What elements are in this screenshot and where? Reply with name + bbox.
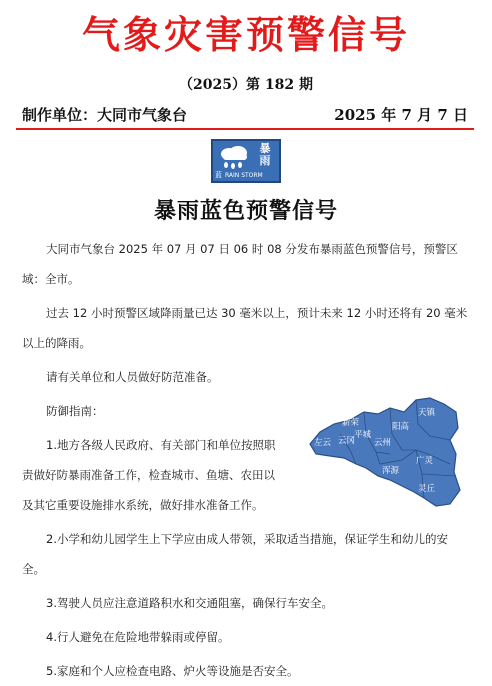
- map-label-yanggao: 阳高: [392, 422, 410, 432]
- paragraph-forecast: 过去 12 小时预警区域降雨量已达 30 毫米以上，预计未来 12 小时还将有 20 毫米以上的降雨。: [22, 306, 468, 350]
- issue-number: （2025）第 182 期: [179, 77, 313, 93]
- map-label-zuoyun: 左云: [314, 438, 332, 448]
- datong-map-shape: [306, 394, 462, 514]
- rainstorm-badge-icon: [211, 139, 281, 183]
- map-label-tianzhen: 天镇: [418, 408, 436, 418]
- paragraph-guide-heading: 防御指南：: [46, 404, 104, 418]
- map-outline: [310, 398, 460, 506]
- masthead-title: 气象灾害预警信号: [81, 12, 410, 57]
- map-label-yungang: 云冈: [338, 436, 356, 446]
- guideline-2: 2.小学和幼儿园学生上下学应由成人带领，采取适当措施，保证学生和幼儿的安全。: [22, 532, 448, 576]
- header-divider: [16, 128, 474, 130]
- meta-row: [22, 104, 468, 125]
- badge-caption: [215, 171, 277, 180]
- map-label-pingcheng: 平城: [354, 430, 372, 440]
- guideline-3: 3.驾驶人员应注意道路积水和交通阻塞，确保行车安全。: [46, 596, 333, 610]
- signal-title: 暴雨蓝色预警信号: [153, 199, 338, 224]
- map-label-guangling: 广灵: [416, 456, 434, 466]
- rainstorm-cloud-icon: [217, 144, 251, 172]
- issuing-unit: 制作单位：大同市气象台: [22, 106, 188, 124]
- guideline-4: 4.行人避免在危险地带躲雨或停留。: [46, 630, 230, 644]
- paragraph-prepare: 请有关单位和人员做好防范准备。: [46, 370, 219, 384]
- badge-level: 蓝: [215, 171, 222, 179]
- map-label-xinrong: 新荣: [342, 418, 360, 428]
- guideline-5: 5.家庭和个人应检查电路、炉火等设施是否安全。: [46, 664, 299, 678]
- map-label-hunyuan: 浑源: [382, 466, 400, 476]
- badge-label: 暴雨: [259, 142, 271, 167]
- guideline-1: 1.地方各级人民政府、有关部门和单位按照职责做好防暴雨准备工作，检查城市、鱼塘、农田以及其它重要设施排水系统，做好排水准备工作。: [22, 438, 276, 512]
- map-label-lingqiu: 灵丘: [418, 484, 436, 494]
- region-map: [306, 394, 462, 514]
- paragraph-release: 大同市气象台 2025 年 07 月 07 日 06 时 08 分发布暴雨蓝色预警信号，预警区域：全市。: [22, 242, 458, 286]
- badge-english: RAIN STORM: [225, 172, 263, 179]
- map-label-yunzhou: 云州: [374, 438, 392, 448]
- issue-date: 2025 年 7 月 7 日: [334, 106, 468, 124]
